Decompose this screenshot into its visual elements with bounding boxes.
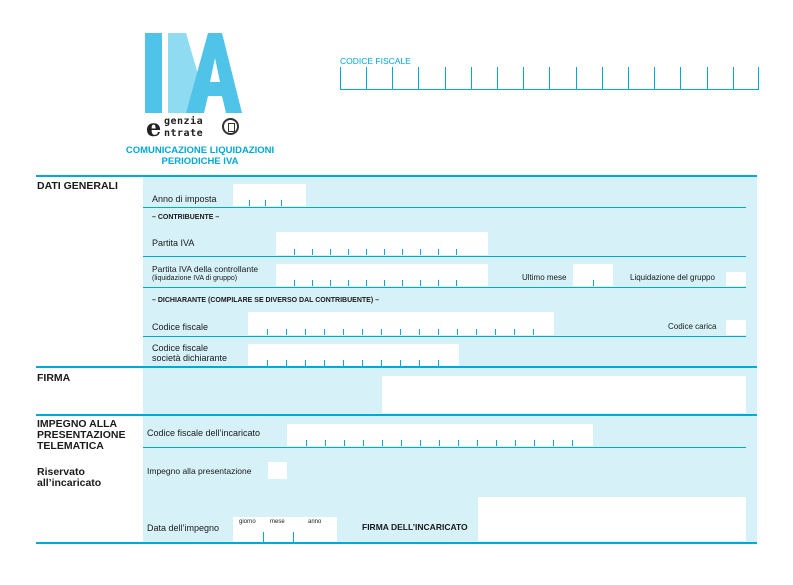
codice-carica-input[interactable]: [726, 320, 746, 335]
partita-iva-controllante-label: Partita IVA della controllante: [152, 264, 259, 274]
iva-logo: [142, 28, 246, 118]
firma-incaricato-box[interactable]: [478, 497, 746, 541]
riservato-line2: all’incaricato: [37, 477, 102, 489]
form-title-line2: PERIODICHE IVA: [161, 156, 239, 167]
impegno-title-line2: PRESENTAZIONE: [37, 429, 126, 441]
form-title: [115, 145, 285, 167]
agency-initial: e: [146, 113, 162, 142]
impegno-title: [37, 419, 125, 452]
anno-imposta-label: Anno di imposta: [152, 194, 217, 204]
ultimo-mese-label: Ultimo mese: [522, 273, 567, 282]
agency-line1: genzia: [164, 116, 204, 127]
riservato-title: [37, 467, 101, 489]
anno-label: anno: [308, 519, 322, 525]
impegno-title-line1: IMPEGNO ALLA: [37, 418, 118, 430]
impegno-presentazione-label: Impegno alla presentazione: [147, 466, 252, 476]
riservato-line1: Riservato: [37, 466, 85, 478]
dati-generali-title: DATI GENERALI: [37, 180, 118, 192]
cf-incaricato-label: Codice fiscale dell’incaricato: [147, 428, 261, 438]
emblem-icon: [222, 118, 239, 135]
liquidazione-iva-gruppo-note: (liquidazione IVA di gruppo): [152, 275, 238, 282]
data-impegno-label: Data dell’impegno: [147, 523, 220, 533]
firma-title: FIRMA: [37, 372, 71, 384]
liquidazione-gruppo-label: Liquidazione del gruppo: [630, 273, 715, 282]
agency-line2: ntrate: [164, 128, 204, 139]
agenzia-entrate-logo: [146, 114, 246, 144]
impegno-presentazione-checkbox[interactable]: [268, 462, 287, 479]
mese-label: mese: [270, 519, 285, 525]
impegno-title-line3: TELEMATICA: [37, 440, 104, 452]
partita-iva-label: Partita IVA: [152, 238, 195, 248]
codice-carica-label: Codice carica: [668, 322, 717, 331]
liquidazione-gruppo-checkbox[interactable]: [726, 272, 746, 286]
codice-fiscale-dichiarante-label: Codice fiscale: [152, 322, 209, 332]
giorno-label: giorno: [239, 519, 256, 525]
cf-societa-label-line2: società dichiarante: [152, 353, 228, 363]
form-title-line1: COMUNICAZIONE LIQUIDAZIONI: [125, 145, 275, 156]
dichiarante-header: – DICHIARANTE (COMPILARE SE DIVERSO DAL CONTRIBUENTE) –: [152, 297, 379, 304]
contribuente-header: – CONTRIBUENTE –: [152, 214, 220, 221]
firma-incaricato-label: FIRMA DELL’INCARICATO: [362, 522, 468, 532]
cf-societa-label-line1: Codice fiscale: [152, 343, 209, 353]
firma-signature-box[interactable]: [382, 376, 746, 413]
codice-fiscale-header-label: CODICE FISCALE: [340, 56, 411, 66]
